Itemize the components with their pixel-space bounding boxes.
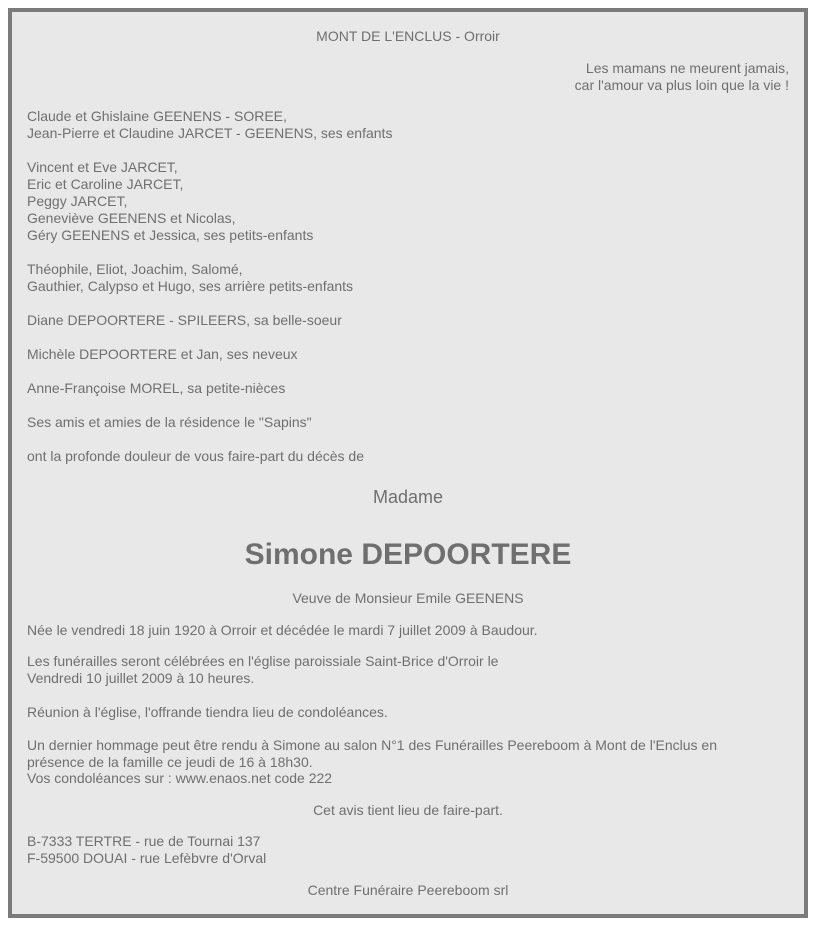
obituary-content	[27, 12, 789, 914]
grandchildren-line-4: Geneviève GEENENS et Nicolas,	[27, 210, 236, 226]
announcement-line: ont la profonde douleur de vous faire-part du décès de	[27, 448, 365, 464]
quote-line-1: Les mamans ne meurent jamais,	[585, 60, 789, 76]
reunion-line: Réunion à l'église, l'offrande tiendra lieu de condoléances.	[27, 704, 388, 720]
homage-line-1: Un dernier hommage peut être rendu à Simone au salon N°1 des Funérailles Peereboom à Mont de l'Enclus en	[27, 737, 717, 753]
grandchildren-line-3: Peggy JARCET,	[27, 193, 128, 209]
children-line-2: Jean-Pierre et Claudine JARCET - GEENENS, ses enfants	[27, 125, 393, 141]
great-grandchildren-line-2: Gauthier, Calypso et Hugo, ses arrière petits-enfants	[27, 278, 354, 294]
funeral-home-name: Centre Funéraire Peereboom srl	[307, 882, 509, 898]
quote-line-2: car l'amour va plus loin que la vie !	[574, 77, 789, 93]
sister-in-law-line: Diane DEPOORTERE - SPILEERS, sa belle-soeur	[27, 312, 342, 328]
address-line-1: B-7333 TERTRE - rue de Tournai 137	[27, 833, 261, 849]
birth-death-line: Née le vendredi 18 juin 1920 à Orroir et décédée le mardi 7 juillet 2009 à Baudour.	[27, 622, 538, 638]
children-line-1: Claude et Ghislaine GEENENS - SOREE,	[27, 108, 287, 124]
location-header: MONT DE L'ENCLUS - Orroir	[316, 28, 500, 44]
nephews-line: Michèle DEPOORTERE et Jan, ses neveux	[27, 346, 298, 362]
obituary-card	[8, 8, 808, 918]
widow-of-line: Veuve de Monsieur Emile GEENENS	[292, 590, 524, 606]
grandchildren-line-1: Vincent et Eve JARCET,	[27, 159, 178, 175]
homage-line-2: présence de la famille ce jeudi de 16 à 18h30.	[27, 754, 313, 770]
grandchildren-line-2: Eric et Caroline JARCET,	[27, 176, 184, 192]
friends-line: Ses amis et amies de la résidence le "Sapins"	[27, 414, 312, 430]
address-line-2: F-59500 DOUAI - rue Lefèbvre d'Orval	[27, 850, 267, 866]
condolences-line: Vos condoléances sur : www.enaos.net code 222	[27, 770, 333, 786]
funeral-line-1: Les funérailles seront célébrées en l'église paroissiale Saint-Brice d'Orroir le	[27, 653, 499, 669]
grandchildren-line-5: Géry GEENENS et Jessica, ses petits-enfants	[27, 227, 314, 243]
funeral-line-2: Vendredi 10 juillet 2009 à 10 heures.	[27, 670, 255, 686]
notice-line: Cet avis tient lieu de faire-part.	[313, 802, 503, 818]
deceased-name: Simone DEPOORTERE	[244, 538, 572, 571]
great-grandchildren-line-1: Théophile, Eliot, Joachim, Salomé,	[27, 261, 243, 277]
deceased-title: Madame	[372, 487, 444, 507]
niece-line: Anne-Françoise MOREL, sa petite-nièces	[27, 380, 286, 396]
